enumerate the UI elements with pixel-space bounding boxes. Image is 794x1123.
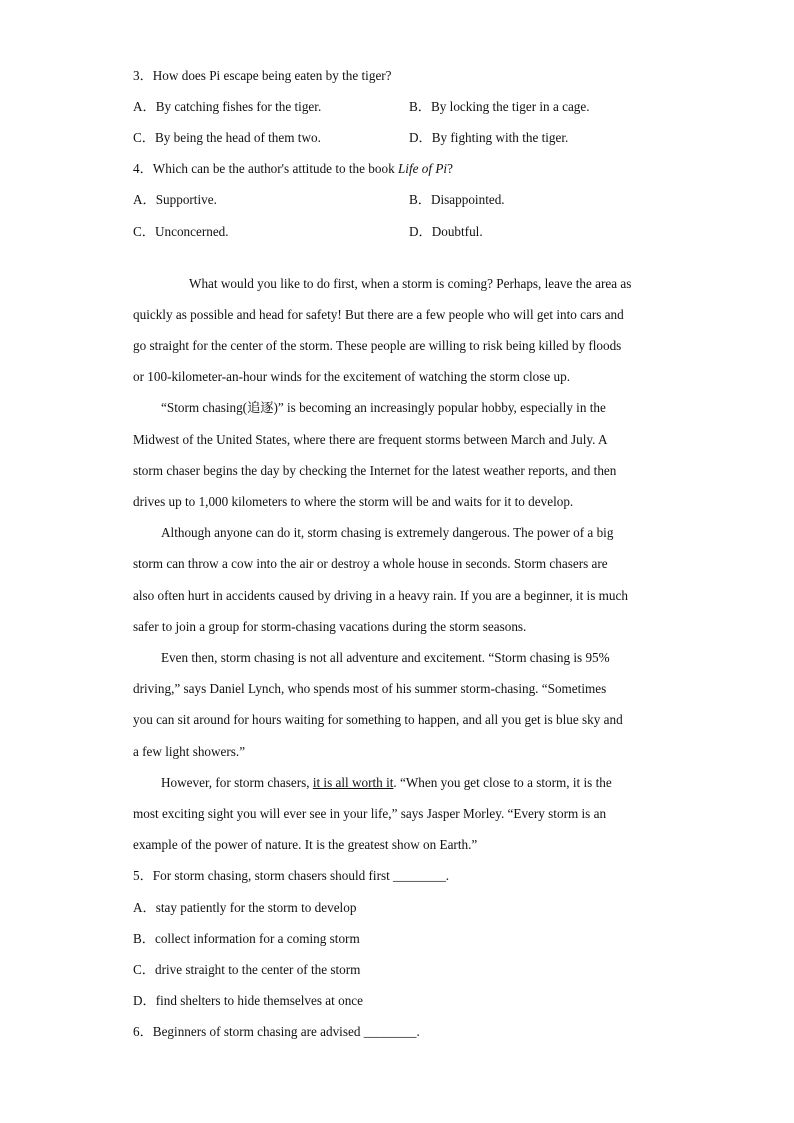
q5-stem: 5．For storm chasing, storm chasers should first ________.: [133, 868, 450, 883]
passage-p5-line1: [161, 775, 612, 791]
q3-option-d: D．By fighting with the tiger.: [409, 130, 569, 145]
q4-option-a: A．Supportive.: [133, 192, 217, 207]
q4-stem-end: ?: [447, 161, 453, 176]
q4-option-c: C．Unconcerned.: [133, 224, 229, 239]
q3-option-c: C．By being the head of them two.: [133, 130, 321, 145]
passage-p5-line2: most exciting sight you will ever see in your life,” says Jasper Morley. “Every storm is an: [133, 806, 607, 821]
q4-option-b: B．Disappointed.: [409, 192, 505, 207]
passage-p1-line2: quickly as possible and head for safety! But there are a few people who will get into cars and: [133, 307, 624, 322]
q6-stem: 6．Beginners of storm chasing are advised ________.: [133, 1024, 420, 1039]
q5-option-b: B．collect information for a coming storm: [133, 931, 360, 946]
passage-p5-line3: example of the power of nature. It is the greatest show on Earth.”: [133, 837, 478, 852]
passage-p3-line2: storm can throw a cow into the air or destroy a whole house in seconds. Storm chasers are: [133, 556, 608, 571]
q3-stem: 3．How does Pi escape being eaten by the tiger?: [133, 68, 392, 83]
passage-p3-line3: also often hurt in accidents caused by driving in a heavy rain. If you are a beginner, it is much: [133, 588, 628, 603]
passage-p4-line1: Even then, storm chasing is not all adventure and excitement. “Storm chasing is 95%: [161, 650, 610, 665]
q4-book-title: Life of Pi: [397, 161, 448, 176]
q4-stem: [133, 161, 453, 177]
passage-p4-line3: you can sit around for hours waiting for something to happen, and all you get is blue sky and: [133, 712, 623, 727]
passage-p1-line3: go straight for the center of the storm. These people are willing to risk being killed by floods: [133, 338, 622, 353]
passage-p2-line2: Midwest of the United States, where there are frequent storms between March and July. A: [133, 432, 608, 447]
q3-option-a: A．By catching fishes for the tiger.: [133, 99, 322, 114]
passage-p3-line4: safer to join a group for storm-chasing vacations during the storm seasons.: [133, 619, 527, 634]
q3-option-b: B．By locking the tiger in a cage.: [409, 99, 590, 114]
passage-p2-line3: storm chaser begins the day by checking the Internet for the latest weather reports, and then: [133, 463, 617, 478]
q5-option-a: A．stay patiently for the storm to develop: [133, 900, 357, 915]
q4-stem-text: 4．Which can be the author's attitude to the book: [133, 161, 398, 176]
passage-p1-line4: or 100-kilometer-an-hour winds for the excitement of watching the storm close up.: [133, 369, 570, 384]
passage-p1-line1: What would you like to do first, when a storm is coming? Perhaps, leave the area as: [189, 276, 632, 291]
q5-option-d: D．find shelters to hide themselves at once: [133, 993, 363, 1008]
passage-p3-line1: Although anyone can do it, storm chasing is extremely dangerous. The power of a big: [161, 525, 614, 540]
passage-p2-line4: drives up to 1,000 kilometers to where the storm will be and waits for it to develop.: [133, 494, 574, 509]
underlined-phrase: it is all worth it: [312, 775, 394, 790]
passage-p5-text-after: . “When you get close to a storm, it is the: [393, 775, 612, 790]
passage-p5-text-before: However, for storm chasers,: [161, 775, 313, 790]
q5-option-c: C．drive straight to the center of the storm: [133, 962, 361, 977]
passage-p4-line2: driving,” says Daniel Lynch, who spends most of his summer storm-chasing. “Sometimes: [133, 681, 607, 696]
q4-option-d: D．Doubtful.: [409, 224, 483, 239]
passage-p4-line4: a few light showers.”: [133, 744, 246, 759]
passage-p2-line1: “Storm chasing(追逐)” is becoming an increasingly popular hobby, especially in the: [161, 400, 606, 415]
